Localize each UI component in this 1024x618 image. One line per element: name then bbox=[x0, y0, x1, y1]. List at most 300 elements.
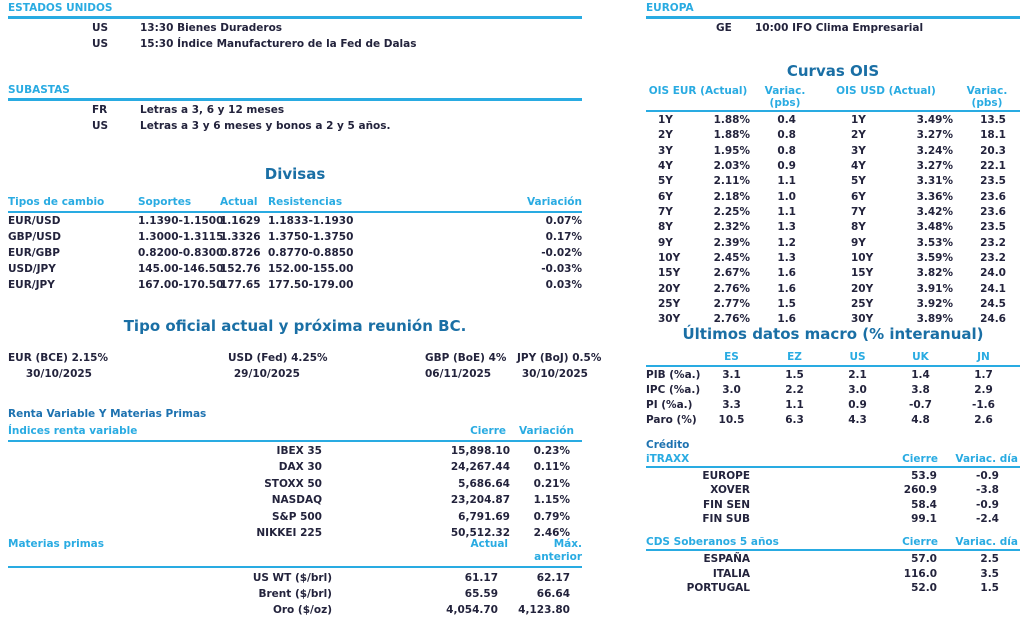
cb-rate-label: EUR (BCE) 2.15% bbox=[8, 352, 109, 364]
commodity-prev-max: 66.64 bbox=[536, 588, 570, 600]
cb-rate-jpy bbox=[517, 350, 602, 382]
index-name: S&P 500 bbox=[272, 510, 322, 523]
cds-country: PORTUGAL bbox=[686, 582, 750, 594]
col-header-resistencias: Resistencias bbox=[268, 196, 343, 208]
ois-eur-tenor: 5Y bbox=[658, 175, 673, 188]
index-name: NASDAQ bbox=[271, 494, 322, 507]
itraxx-day-change: -0.9 bbox=[976, 470, 999, 482]
macro-value-uk: -0.7 bbox=[909, 399, 932, 411]
section-estados-unidos bbox=[8, 2, 582, 52]
fx-soportes: 0.8200-0.8300 bbox=[138, 247, 224, 259]
fx-resistencias: 177.50-179.00 bbox=[268, 279, 354, 291]
cb-rate-usd bbox=[228, 350, 328, 382]
fx-variacion: 0.17% bbox=[545, 231, 582, 243]
cb-rate-label: USD (Fed) 4.25% bbox=[228, 352, 328, 364]
table-row bbox=[646, 552, 1020, 567]
table-row bbox=[8, 476, 582, 492]
right-column bbox=[646, 0, 1020, 596]
macro-value-jn: -1.6 bbox=[972, 399, 995, 411]
ois-usd-tenor: 15Y bbox=[851, 267, 874, 280]
col-header-jn: JN bbox=[977, 351, 990, 363]
tipo-oficial-cells bbox=[8, 350, 602, 386]
index-change: 0.11% bbox=[533, 461, 570, 474]
ois-eur-variac: 1.5 bbox=[777, 298, 796, 311]
table-row bbox=[646, 174, 1020, 189]
table-row bbox=[646, 113, 1020, 128]
col-header-ois-usd: OIS USD (Actual) bbox=[836, 85, 936, 97]
ois-usd-variac: 20.3 bbox=[980, 144, 1006, 157]
credito-label: Crédito bbox=[646, 439, 690, 451]
col-header-actual: Actual bbox=[470, 538, 508, 550]
event-row bbox=[8, 20, 582, 36]
ois-eur-tenor: 15Y bbox=[658, 267, 681, 280]
ois-eur-rate: 2.76% bbox=[713, 282, 750, 295]
fx-pair: EUR/GBP bbox=[8, 247, 60, 259]
ois-eur-rate: 2.18% bbox=[713, 190, 750, 203]
fx-resistencias: 0.8770-0.8850 bbox=[268, 247, 354, 259]
col-header-variac-dia: Variac. día bbox=[955, 536, 1018, 548]
cds-close: 57.0 bbox=[911, 553, 937, 565]
event-row bbox=[8, 102, 582, 118]
ois-eur-rate: 2.77% bbox=[713, 298, 750, 311]
col-header-ois-eur: OIS EUR (Actual) bbox=[648, 85, 748, 97]
section-credito bbox=[646, 438, 1020, 526]
ois-eur-rate: 2.25% bbox=[713, 206, 750, 219]
tipo-oficial-title: Tipo oficial actual y próxima reunión BC. bbox=[123, 317, 467, 335]
col-header-materias: Materias primas bbox=[8, 538, 105, 550]
fx-pair: USD/JPY bbox=[8, 263, 56, 275]
macro-value-es: 3.3 bbox=[722, 399, 741, 411]
macro-value-ez: 6.3 bbox=[785, 414, 804, 426]
col-header-actual: Actual bbox=[220, 196, 258, 208]
col-header-cierre: Cierre bbox=[902, 536, 938, 548]
cb-meeting-date: 29/10/2025 bbox=[233, 368, 300, 380]
event-text: 13:30 Bienes Duraderos bbox=[140, 22, 283, 34]
ois-usd-variac: 23.6 bbox=[980, 190, 1006, 203]
table-row bbox=[8, 586, 582, 602]
fx-actual: 0.8726 bbox=[220, 247, 261, 259]
index-name: STOXX 50 bbox=[264, 477, 322, 490]
table-row bbox=[8, 509, 582, 525]
ois-eur-variac: 0.9 bbox=[777, 160, 796, 173]
event-row bbox=[8, 36, 582, 52]
estados-unidos-header: ESTADOS UNIDOS bbox=[8, 2, 582, 19]
ois-usd-tenor: 3Y bbox=[851, 144, 866, 157]
section-materias-primas bbox=[8, 538, 582, 618]
ois-eur-tenor: 25Y bbox=[658, 298, 681, 311]
table-row bbox=[646, 383, 1020, 398]
table-row bbox=[646, 128, 1020, 143]
table-row bbox=[646, 205, 1020, 220]
col-header-itraxx: iTRAXX bbox=[646, 453, 690, 465]
macro-value-us: 2.1 bbox=[848, 369, 867, 381]
table-row bbox=[646, 190, 1020, 205]
ois-usd-tenor: 10Y bbox=[851, 252, 874, 265]
ois-eur-rate: 1.88% bbox=[713, 129, 750, 142]
col-header-es: ES bbox=[724, 351, 739, 363]
materias-header-row bbox=[8, 538, 582, 568]
fx-resistencias: 1.3750-1.3750 bbox=[268, 231, 354, 243]
ois-eur-tenor: 7Y bbox=[658, 206, 673, 219]
commodity-actual: 61.17 bbox=[464, 572, 498, 584]
macro-value-us: 4.3 bbox=[848, 414, 867, 426]
col-header-variac-dia: Variac. día bbox=[955, 453, 1018, 465]
table-row bbox=[8, 229, 582, 245]
macro-indicator: PI (%a.) bbox=[646, 399, 693, 411]
event-country: FR bbox=[92, 104, 108, 116]
macro-value-us: 3.0 bbox=[848, 384, 867, 396]
ois-usd-rate: 3.92% bbox=[916, 298, 953, 311]
cb-meeting-date: 30/10/2025 bbox=[25, 368, 92, 380]
itraxx-name: FIN SEN bbox=[702, 498, 750, 511]
ois-usd-variac: 23.5 bbox=[980, 221, 1006, 234]
commodity-name: US WT ($/brl) bbox=[252, 572, 332, 584]
ois-eur-tenor: 4Y bbox=[658, 160, 673, 173]
table-row bbox=[8, 245, 582, 261]
cb-meeting-date: 30/10/2025 bbox=[521, 368, 588, 380]
event-country: US bbox=[92, 120, 109, 132]
col-header-soportes: Soportes bbox=[138, 196, 192, 208]
commodity-actual: 4,054.70 bbox=[446, 604, 498, 616]
col-header-us: US bbox=[849, 351, 866, 363]
ois-usd-tenor: 7Y bbox=[851, 206, 866, 219]
fx-resistencias: 1.1833-1.1930 bbox=[268, 215, 354, 227]
ois-usd-tenor: 5Y bbox=[851, 175, 866, 188]
cds-close: 116.0 bbox=[903, 567, 937, 580]
ois-eur-variac: 1.3 bbox=[777, 221, 796, 234]
ois-usd-rate: 3.27% bbox=[916, 129, 953, 142]
ois-usd-tenor: 9Y bbox=[851, 236, 866, 249]
indices-header-row bbox=[8, 425, 582, 442]
col-header-uk: UK bbox=[912, 351, 929, 363]
ois-usd-tenor: 25Y bbox=[851, 298, 874, 311]
table-row bbox=[8, 261, 582, 277]
col-header-variacion: Variación bbox=[526, 196, 582, 208]
fx-actual: 177.65 bbox=[220, 279, 261, 291]
table-row bbox=[8, 443, 582, 459]
ois-eur-rate: 2.11% bbox=[713, 175, 750, 188]
ois-usd-rate: 3.42% bbox=[916, 206, 953, 219]
table-row bbox=[8, 277, 582, 293]
ois-usd-tenor: 20Y bbox=[851, 282, 874, 295]
ois-usd-variac: 24.1 bbox=[980, 282, 1006, 295]
fx-variacion: -0.03% bbox=[541, 263, 582, 275]
fx-pair: EUR/USD bbox=[8, 215, 61, 227]
index-close: 24,267.44 bbox=[450, 461, 510, 474]
ois-rows bbox=[646, 113, 1020, 328]
index-change: 0.79% bbox=[533, 510, 570, 523]
cb-rate-label: JPY (BoJ) 0.5% bbox=[517, 352, 602, 364]
ois-eur-rate: 2.67% bbox=[713, 267, 750, 280]
table-row bbox=[8, 459, 582, 475]
table-row bbox=[646, 282, 1020, 297]
macro-header-spacer bbox=[646, 351, 700, 363]
macro-rows bbox=[646, 368, 1020, 428]
fx-actual: 152.76 bbox=[220, 263, 261, 275]
fx-actual: 1.1629 bbox=[220, 215, 261, 227]
macro-value-uk: 4.8 bbox=[911, 414, 930, 426]
macro-value-es: 3.0 bbox=[722, 384, 741, 396]
section-divisas bbox=[8, 165, 582, 293]
itraxx-name: EUROPE bbox=[702, 470, 750, 482]
fx-variacion: 0.07% bbox=[545, 215, 582, 227]
renta-variable-label: Renta Variable Y Materias Primas bbox=[8, 408, 207, 420]
europa-header: EUROPA bbox=[646, 2, 1020, 19]
macro-value-jn: 2.6 bbox=[974, 414, 993, 426]
divisas-title: Divisas bbox=[264, 165, 326, 183]
table-row bbox=[8, 570, 582, 586]
itraxx-day-change: -0.9 bbox=[976, 498, 999, 511]
ois-usd-rate: 3.36% bbox=[916, 190, 953, 203]
section-subastas bbox=[8, 84, 582, 134]
index-close: 6,791.69 bbox=[458, 510, 510, 523]
index-close: 15,898.10 bbox=[450, 445, 510, 457]
itraxx-day-change: -3.8 bbox=[976, 484, 999, 497]
fx-soportes: 167.00-170.50 bbox=[138, 279, 224, 291]
materias-rows bbox=[8, 570, 582, 618]
ois-usd-rate: 3.91% bbox=[916, 282, 953, 295]
macro-value-ez: 1.5 bbox=[785, 369, 804, 381]
event-row bbox=[8, 118, 582, 134]
ois-usd-rate: 3.31% bbox=[916, 175, 953, 188]
ois-usd-variac: 23.2 bbox=[980, 236, 1006, 249]
ois-usd-rate: 3.27% bbox=[916, 160, 953, 173]
event-row bbox=[646, 20, 1020, 36]
ois-usd-tenor: 1Y bbox=[851, 114, 866, 126]
ois-usd-rate: 3.53% bbox=[916, 236, 953, 249]
ois-usd-tenor: 6Y bbox=[851, 190, 866, 203]
col-header-variac-pbs-usd: Variac.(pbs) bbox=[966, 85, 1008, 109]
table-row bbox=[8, 492, 582, 508]
itraxx-rows bbox=[646, 469, 1020, 526]
ois-eur-tenor: 3Y bbox=[658, 144, 673, 157]
table-row bbox=[8, 213, 582, 229]
cds-country: ESPAÑA bbox=[703, 553, 750, 565]
ois-usd-rate: 3.48% bbox=[916, 221, 953, 234]
ois-eur-rate: 2.32% bbox=[713, 221, 750, 234]
cds-country: ITALIA bbox=[712, 567, 750, 580]
itraxx-name: FIN SUB bbox=[702, 512, 750, 525]
index-close: 50,512.32 bbox=[450, 527, 510, 540]
cds-day-change: 2.5 bbox=[980, 553, 999, 565]
itraxx-day-change: -2.4 bbox=[976, 512, 999, 525]
ois-eur-variac: 0.4 bbox=[777, 114, 796, 126]
fx-pair: EUR/JPY bbox=[8, 279, 55, 291]
index-close: 5,686.64 bbox=[458, 477, 510, 490]
index-name: DAX 30 bbox=[278, 461, 322, 474]
ois-eur-variac: 1.0 bbox=[777, 190, 796, 203]
itraxx-name: XOVER bbox=[710, 484, 750, 497]
event-text: 15:30 Índice Manufacturero de la Fed de Dalas bbox=[140, 38, 417, 50]
ois-eur-variac: 1.6 bbox=[777, 282, 796, 295]
event-text: 10:00 IFO Clima Empresarial bbox=[755, 22, 924, 34]
index-change: 0.23% bbox=[533, 445, 570, 457]
macro-value-uk: 1.4 bbox=[911, 369, 930, 381]
ois-eur-tenor: 1Y bbox=[658, 114, 673, 126]
table-row bbox=[646, 220, 1020, 235]
index-close: 23,204.87 bbox=[450, 494, 510, 507]
cds-close: 52.0 bbox=[911, 582, 937, 594]
ois-header-row bbox=[646, 85, 1020, 112]
cb-rate-label: GBP (BoE) 4% bbox=[425, 352, 507, 364]
ois-eur-rate: 1.88% bbox=[713, 114, 750, 126]
ois-usd-rate: 3.59% bbox=[916, 252, 953, 265]
event-country: US bbox=[92, 22, 109, 34]
col-header-ez: EZ bbox=[787, 351, 802, 363]
table-row bbox=[646, 512, 1020, 526]
commodity-actual: 65.59 bbox=[464, 588, 498, 600]
table-row bbox=[646, 469, 1020, 483]
table-row bbox=[646, 236, 1020, 251]
ois-eur-tenor: 2Y bbox=[658, 129, 673, 142]
commodity-name: Brent ($/brl) bbox=[258, 588, 332, 600]
event-country: US bbox=[92, 38, 109, 50]
macro-value-ez: 2.2 bbox=[785, 384, 804, 396]
ois-eur-variac: 0.8 bbox=[777, 129, 796, 142]
table-row bbox=[646, 159, 1020, 174]
indices-rows bbox=[8, 443, 582, 541]
index-change: 0.21% bbox=[533, 477, 570, 490]
ois-usd-rate: 3.89% bbox=[916, 313, 953, 326]
macro-header-row bbox=[646, 351, 1020, 367]
fx-pair: GBP/USD bbox=[8, 231, 61, 243]
event-text: Letras a 3 y 6 meses y bonos a 2 y 5 años. bbox=[140, 120, 391, 132]
datos-macro-title: Últimos datos macro (% interanual) bbox=[682, 325, 984, 343]
section-datos-macro bbox=[646, 325, 1020, 428]
section-curvas-ois bbox=[646, 62, 1020, 328]
itraxx-close: 99.1 bbox=[911, 512, 937, 525]
ois-eur-variac: 1.6 bbox=[777, 313, 796, 326]
cb-rate-gbp bbox=[425, 350, 507, 382]
ois-usd-variac: 18.1 bbox=[980, 129, 1006, 142]
table-row bbox=[646, 368, 1020, 383]
fx-actual: 1.3326 bbox=[220, 231, 261, 243]
ois-eur-rate: 2.76% bbox=[713, 313, 750, 326]
table-row bbox=[646, 413, 1020, 428]
europa-events bbox=[646, 20, 1020, 36]
macro-value-jn: 1.7 bbox=[974, 369, 993, 381]
cds-header-row bbox=[646, 536, 1020, 551]
macro-value-es: 3.1 bbox=[722, 369, 741, 381]
table-row bbox=[646, 266, 1020, 281]
macro-value-us: 0.9 bbox=[848, 399, 867, 411]
ois-eur-variac: 1.1 bbox=[777, 175, 796, 188]
commodity-prev-max: 62.17 bbox=[536, 572, 570, 584]
ois-eur-variac: 1.6 bbox=[777, 267, 796, 280]
ois-eur-rate: 2.39% bbox=[713, 236, 750, 249]
ois-eur-tenor: 9Y bbox=[658, 236, 673, 249]
ois-eur-rate: 1.95% bbox=[713, 144, 750, 157]
fx-soportes: 1.3000-1.3115 bbox=[138, 231, 224, 243]
table-row bbox=[646, 483, 1020, 497]
ois-usd-tenor: 2Y bbox=[851, 129, 866, 142]
commodity-prev-max: 4,123.80 bbox=[518, 604, 570, 616]
ois-eur-rate: 2.45% bbox=[713, 252, 750, 265]
event-text: Letras a 3, 6 y 12 meses bbox=[140, 104, 285, 116]
left-column bbox=[8, 0, 602, 616]
index-name: NIKKEI 225 bbox=[256, 527, 322, 540]
ois-eur-tenor: 8Y bbox=[658, 221, 673, 234]
divisas-rows bbox=[8, 213, 582, 293]
ois-eur-variac: 0.8 bbox=[777, 144, 796, 157]
ois-usd-variac: 23.6 bbox=[980, 206, 1006, 219]
itraxx-close: 58.4 bbox=[911, 498, 937, 511]
table-row bbox=[646, 581, 1020, 596]
macro-indicator: PIB (%a.) bbox=[646, 369, 701, 381]
ois-usd-tenor: 4Y bbox=[851, 160, 866, 173]
cds-rows bbox=[646, 552, 1020, 596]
ois-eur-tenor: 20Y bbox=[658, 282, 681, 295]
table-row bbox=[646, 297, 1020, 312]
section-europa bbox=[646, 2, 1020, 36]
itraxx-close: 260.9 bbox=[903, 484, 937, 497]
col-header-indices: Índices renta variable bbox=[8, 425, 138, 437]
col-header-variacion: Variación bbox=[518, 425, 574, 437]
ois-usd-variac: 24.0 bbox=[980, 267, 1006, 280]
index-name: IBEX 35 bbox=[276, 445, 322, 457]
table-row bbox=[646, 251, 1020, 266]
itraxx-close: 53.9 bbox=[911, 470, 937, 482]
table-row bbox=[8, 602, 582, 618]
macro-value-ez: 1.1 bbox=[785, 399, 804, 411]
section-renta-variable bbox=[8, 407, 582, 541]
macro-value-uk: 3.8 bbox=[911, 384, 930, 396]
fx-variacion: -0.02% bbox=[541, 247, 582, 259]
fx-resistencias: 152.00-155.00 bbox=[268, 263, 354, 275]
col-header-cierre: Cierre bbox=[470, 425, 506, 437]
event-country: GE bbox=[716, 22, 732, 34]
section-tipo-oficial bbox=[8, 317, 602, 386]
macro-value-jn: 2.9 bbox=[974, 384, 993, 396]
cb-rate-eur bbox=[8, 350, 109, 382]
macro-indicator: IPC (%a.) bbox=[646, 384, 701, 396]
curvas-ois-title: Curvas OIS bbox=[786, 62, 880, 80]
col-header-max-anterior: Máx. anterior bbox=[534, 538, 582, 563]
cds-day-change: 3.5 bbox=[980, 567, 999, 580]
fx-soportes: 145.00-146.50 bbox=[138, 263, 224, 275]
macro-indicator: Paro (%) bbox=[646, 414, 697, 426]
ois-usd-tenor: 8Y bbox=[851, 221, 866, 234]
ois-eur-rate: 2.03% bbox=[713, 160, 750, 173]
ois-usd-variac: 13.5 bbox=[980, 114, 1006, 126]
ois-eur-variac: 1.1 bbox=[777, 206, 796, 219]
col-header-cierre: Cierre bbox=[902, 453, 938, 465]
table-row bbox=[646, 398, 1020, 413]
table-row bbox=[646, 567, 1020, 582]
subastas-events bbox=[8, 102, 582, 134]
subastas-header: SUBASTAS bbox=[8, 84, 582, 101]
commodity-name: Oro ($/oz) bbox=[272, 604, 332, 616]
itraxx-header-row bbox=[646, 453, 1020, 468]
ois-eur-tenor: 6Y bbox=[658, 190, 673, 203]
cb-meeting-date: 06/11/2025 bbox=[425, 368, 492, 380]
ois-eur-tenor: 30Y bbox=[658, 313, 681, 326]
ois-usd-rate: 3.82% bbox=[916, 267, 953, 280]
ois-usd-tenor: 30Y bbox=[851, 313, 874, 326]
ois-usd-variac: 23.2 bbox=[980, 252, 1006, 265]
estados-unidos-events bbox=[8, 20, 582, 52]
ois-eur-variac: 1.3 bbox=[777, 252, 796, 265]
ois-eur-tenor: 10Y bbox=[658, 252, 681, 265]
table-row bbox=[646, 498, 1020, 512]
section-cds bbox=[646, 535, 1020, 596]
col-header-variac-pbs-eur: Variac.(pbs) bbox=[764, 85, 806, 109]
ois-eur-variac: 1.2 bbox=[777, 236, 796, 249]
ois-usd-variac: 22.1 bbox=[980, 160, 1006, 173]
ois-usd-rate: 3.24% bbox=[916, 144, 953, 157]
col-header-cds-soberanos: CDS Soberanos 5 años bbox=[646, 536, 779, 548]
ois-usd-rate: 3.49% bbox=[916, 114, 953, 126]
